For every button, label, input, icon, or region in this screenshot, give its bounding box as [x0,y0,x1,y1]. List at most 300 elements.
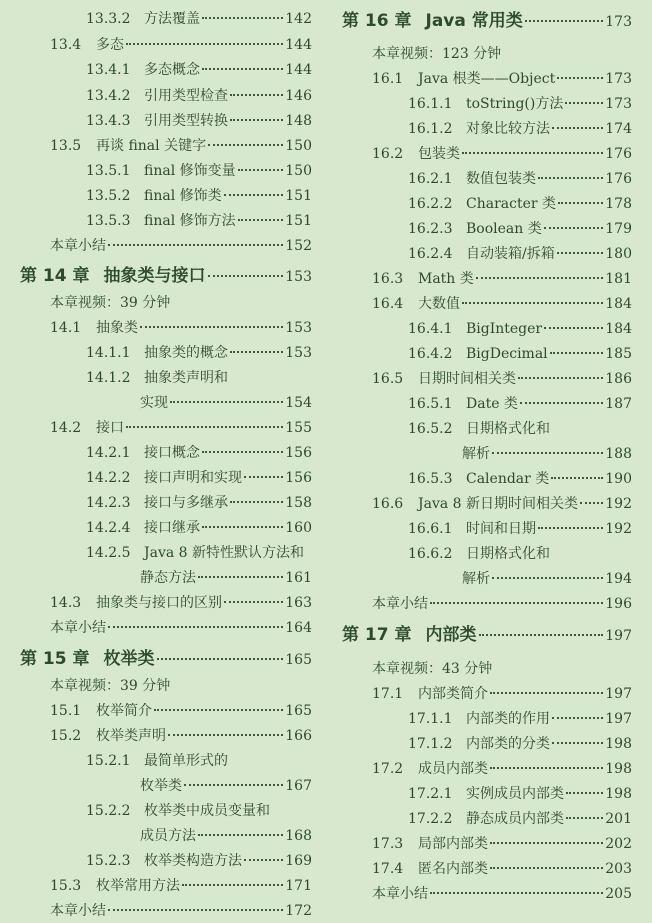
toc-entry-title: final 修饰方法 [144,213,236,229]
toc-page-number: 172 [285,903,312,919]
dot-leader [168,733,283,736]
dot-leader [230,93,283,96]
toc-entry-title: 抽象类声明和 [144,370,228,386]
toc-entry[interactable] [86,491,312,515]
dot-leader [184,783,283,786]
toc-entry-title: 成员方法 [140,828,196,844]
toc-page-number: 144 [285,37,312,53]
dot-leader [198,575,283,578]
dot-leader [230,500,283,503]
toc-entry[interactable] [50,234,312,258]
toc-entry[interactable] [408,732,632,756]
dot-leader [108,908,283,911]
dot-leader [565,101,603,104]
toc-page-number: 197 [605,686,632,702]
toc-page-number: 185 [605,346,632,362]
toc-entry-title: BigDecimal [466,346,548,362]
toc-entry[interactable] [86,7,312,31]
toc-entry-title: 解析 [462,446,490,462]
toc-entry-number: 14.1 [50,320,82,336]
toc-entry[interactable] [408,92,632,116]
toc-entry[interactable] [372,267,632,291]
toc-entry-number: 16.2.3 [408,221,453,237]
toc-page-number: 201 [605,811,632,827]
toc-entry-title: 枚举类构造方法 [144,853,242,869]
toc-entry-title: 本章小结 [372,596,428,612]
dot-leader [544,226,604,229]
toc-entry[interactable] [408,807,632,831]
dot-leader [202,67,283,70]
toc-entry-title: 枚举类 [140,778,182,794]
toc-entry-title: Math 类 [418,271,474,287]
toc-entry-number: 15.2 [50,728,82,744]
toc-entry-title: 本章视频：39 分钟 [50,295,171,311]
toc-entry-number: 15.2.3 [86,853,131,869]
toc-page-number: 168 [285,828,312,844]
toc-entry-title: 枚举常用方法 [96,878,180,894]
toc-chapter-heading[interactable] [342,621,632,649]
toc-entry-title: 实现 [140,395,168,411]
dot-leader [566,791,603,794]
dot-leader [492,451,603,454]
toc-entry[interactable] [86,541,312,565]
toc-page-number: 176 [605,146,632,162]
toc-entry-number: 16.5.3 [408,471,453,487]
toc-page-number: 194 [605,571,632,587]
toc-entry-title: 引用类型检查 [144,88,228,104]
dot-leader [538,526,603,529]
toc-entry-number: 14.2.5 [86,545,131,561]
toc-entry[interactable] [408,517,632,541]
toc-entry-number: 16.6 [372,496,404,512]
toc-entry-title: 日期时间相关类 [418,371,516,387]
toc-entry-title: 方法覆盖 [144,11,200,27]
toc-entry[interactable] [408,467,632,491]
toc-page-number: 202 [605,836,632,852]
toc-entry[interactable] [408,342,632,366]
toc-entry[interactable] [50,316,312,340]
toc-entry[interactable] [462,442,632,466]
toc-entry-number: 16.1 [372,71,404,87]
toc-entry[interactable] [50,416,312,440]
toc-entry[interactable] [50,899,312,923]
toc-entry-title: 抽象类 [96,320,138,336]
toc-page-number: 197 [605,711,632,727]
toc-entry-number: 17.2.1 [408,786,453,802]
toc-entry-title: 本章小结 [50,620,106,636]
dot-leader [208,143,283,146]
toc-entry-number: 15.2.2 [86,803,131,819]
toc-entry[interactable] [372,832,632,856]
toc-entry[interactable] [372,67,632,91]
toc-entry[interactable] [86,209,312,233]
toc-entry[interactable] [408,782,632,806]
toc-entry-number: 17.1.2 [408,736,453,752]
toc-page-number: 154 [285,395,312,411]
toc-entry[interactable] [50,724,312,748]
toc-entry-title: final 修饰变量 [144,163,236,179]
toc-entry-title: 时间和日期 [466,521,536,537]
dot-leader [108,243,283,246]
toc-page-number: 173 [605,14,632,30]
toc-page-number: 156 [285,470,312,486]
dot-leader [538,176,603,179]
toc-entry-number: 14.2.3 [86,495,131,511]
toc-entry-number: 16.6.1 [408,521,453,537]
toc-entry[interactable] [50,134,312,158]
toc-entry[interactable] [372,857,632,881]
toc-page-number: 184 [605,296,632,312]
toc-entry-number: 14.2.4 [86,520,131,536]
toc-entry-title: 日期格式化和 [466,421,550,437]
toc-entry-title: Java 8 新特性默认方法和 [144,545,305,561]
dot-leader [490,691,603,694]
toc-page-number: 166 [285,728,312,744]
toc-entry[interactable] [372,882,632,906]
toc-entry-title: 枚举简介 [96,703,152,719]
dot-leader [462,151,603,154]
toc-entry-number: 13.4.3 [86,113,131,129]
toc-entry[interactable] [408,707,632,731]
dot-leader [430,601,603,604]
toc-entry[interactable] [140,391,312,415]
toc-chapter-heading[interactable] [342,7,632,35]
toc-entry[interactable] [408,542,632,566]
toc-entry[interactable] [86,109,312,133]
toc-entry-title: Java 常用类 [425,11,523,31]
toc-entry-title: 多态概念 [144,62,200,78]
toc-entry-title: BigInteger [466,321,543,337]
toc-page-number: 160 [285,520,312,536]
toc-page-number: 187 [605,396,632,412]
dot-leader [544,326,603,329]
toc-entry-number: 17.4 [372,861,404,877]
dot-leader [244,475,283,478]
toc-entry[interactable] [408,192,632,216]
toc-entry[interactable] [408,167,632,191]
toc-entry-title: 内部类的作用 [466,711,550,727]
toc-entry-title: Character 类 [466,196,557,212]
toc-page-number: 161 [285,570,312,586]
toc-entry-title: 成员内部类 [418,761,488,777]
toc-entry[interactable] [86,366,312,390]
toc-page-number: 148 [285,113,312,129]
toc-page-number: 174 [605,121,632,137]
toc-page-number: 203 [605,861,632,877]
toc-entry[interactable] [50,874,312,898]
toc-entry-title: 局部内部类 [418,836,488,852]
toc-entry-title: 数值包装类 [466,171,536,187]
toc-entry[interactable] [86,184,312,208]
dot-leader [550,351,604,354]
dot-leader [490,841,603,844]
dot-leader [238,168,284,171]
toc-entry-title: 静态方法 [140,570,196,586]
toc-entry[interactable] [86,341,312,365]
toc-page-number: 197 [605,628,632,644]
toc-page-number: 169 [285,853,312,869]
toc-entry-number: 15.1 [50,703,82,719]
dot-leader [557,76,603,79]
toc-entry-title: 枚举类声明 [96,728,166,744]
dot-leader [244,858,283,861]
dot-leader [566,816,603,819]
toc-page-number: 178 [605,196,632,212]
toc-entry-number: 16.2.1 [408,171,453,187]
toc-entry-title: 接口声明和实现 [144,470,242,486]
dot-leader [557,251,604,254]
toc-entry-title: 解析 [462,571,490,587]
toc-entry-title: Date 类 [466,396,518,412]
toc-entry-title: 枚举类中成员变量和 [144,803,270,819]
toc-page-number: 155 [285,420,312,436]
toc-entry[interactable] [86,84,312,108]
toc-entry-title: 日期格式化和 [466,546,550,562]
toc-page-number: 190 [605,471,632,487]
dot-leader [140,325,283,328]
toc-page-number: 144 [285,62,312,78]
dot-leader [230,118,283,121]
dot-leader [479,633,604,636]
toc-entry-number: 14.1.2 [86,370,131,386]
toc-entry[interactable] [372,657,632,681]
toc-entry-number: 16.3 [372,271,404,287]
toc-entry-title: 接口与多继承 [144,495,228,511]
dot-leader [202,525,283,528]
toc-entry[interactable] [408,392,632,416]
toc-entry-title: 内部类的分类 [466,736,550,752]
toc-entry-number: 17.3 [372,836,404,852]
toc-entry[interactable] [408,117,632,141]
toc-entry-title: 抽象类的概念 [144,345,228,361]
toc-entry-title: 枚举类 [103,649,155,669]
toc-entry[interactable] [140,774,312,798]
dot-leader [154,708,283,711]
dot-leader [157,657,284,660]
toc-page-number: 171 [285,878,312,894]
toc-entry[interactable] [86,516,312,540]
toc-entry-number: 14.2.2 [86,470,131,486]
dot-leader [462,301,603,304]
toc-entry-number: 16.6.2 [408,546,453,562]
toc-chapter-heading[interactable] [20,645,312,673]
toc-entry[interactable] [86,159,312,183]
dot-leader [126,425,283,428]
toc-entry-number: 第 14 章 [20,266,90,286]
toc-entry-number: 15.2.1 [86,753,131,769]
toc-entry-number: 14.3 [50,595,82,611]
dot-leader [490,766,603,769]
toc-entry-title: 抽象类与接口的区别 [96,595,222,611]
toc-entry-title: 大数值 [418,296,460,312]
toc-entry[interactable] [86,58,312,82]
toc-entry-title: 本章视频：43 分钟 [372,661,493,677]
toc-page-number: 150 [285,163,312,179]
toc-page-number: 184 [605,321,632,337]
toc-entry[interactable] [372,367,632,391]
toc-entry-number: 13.4 [50,37,82,53]
toc-entry[interactable] [372,492,632,516]
toc-entry-title: 实例成员内部类 [466,786,564,802]
toc-page-number: 186 [605,371,632,387]
toc-entry-title: 抽象类与接口 [103,266,206,286]
toc-entry-number: 16.4 [372,296,404,312]
toc-entry-number: 17.2 [372,761,404,777]
toc-entry-number: 16.1.2 [408,121,453,137]
toc-entry[interactable] [372,142,632,166]
toc-entry-title: 最简单形式的 [144,753,228,769]
toc-entry[interactable] [372,292,632,316]
toc-entry-title: 多态 [96,37,124,53]
toc-entry-number: 13.5.2 [86,188,131,204]
dot-leader [182,883,283,886]
toc-entry-number: 13.5 [50,138,82,154]
toc-entry-number: 14.2 [50,420,82,436]
toc-entry[interactable] [50,616,312,640]
toc-chapter-heading[interactable] [20,262,312,290]
toc-page-number: 158 [285,495,312,511]
toc-entry[interactable] [86,849,312,873]
toc-entry[interactable] [140,824,312,848]
dot-leader [518,376,603,379]
toc-page-number: 176 [605,171,632,187]
dot-leader [230,350,283,353]
toc-entry[interactable] [50,674,312,698]
toc-page-number: 179 [605,221,632,237]
toc-entry-title: 接口概念 [144,445,200,461]
toc-page-number: 163 [285,595,312,611]
toc-page-number: 164 [285,620,312,636]
toc-page-number: 150 [285,138,312,154]
toc-entry[interactable] [462,567,632,591]
toc-page-number: 196 [605,596,632,612]
toc-page-number: 151 [285,188,312,204]
toc-page-number: 146 [285,88,312,104]
toc-entry[interactable] [372,42,632,66]
dot-leader [520,401,603,404]
toc-entry-title: toString()方法 [466,96,564,112]
toc-entry-number: 17.1 [372,686,404,702]
toc-entry-number: 第 17 章 [342,625,412,645]
toc-entry[interactable] [86,799,312,823]
toc-entry-title: 包装类 [418,146,460,162]
toc-entry[interactable] [86,441,312,465]
toc-page-number: 151 [285,213,312,229]
toc-entry-number: 13.4.2 [86,88,131,104]
toc-entry-title: 再谈 final 关键字 [96,138,207,154]
toc-page-number: 188 [605,446,632,462]
toc-entry-title: Boolean 类 [466,221,542,237]
dot-leader [430,891,603,894]
dot-leader [238,218,284,221]
toc-entry-title: 本章小结 [50,903,106,919]
toc-entry-number: 13.5.3 [86,213,131,229]
dot-leader [208,274,284,277]
toc-entry-title: Java 8 新日期时间相关类 [418,496,579,512]
toc-entry-number: 16.4.2 [408,346,453,362]
dot-leader [170,400,283,403]
toc-entry-title: final 修饰类 [144,188,222,204]
dot-leader [224,193,284,196]
dot-leader [492,576,603,579]
dot-leader [525,19,603,22]
toc-entry[interactable] [372,682,632,706]
dot-leader [580,501,603,504]
toc-entry-number: 13.3.2 [86,11,131,27]
dot-leader [551,476,603,479]
toc-page-number: 142 [285,11,312,27]
toc-page-number: 180 [605,246,632,262]
toc-entry[interactable] [50,33,312,57]
toc-page-number: 192 [605,521,632,537]
dot-leader [552,741,603,744]
dot-leader [198,833,283,836]
toc-page-number: 181 [605,271,632,287]
toc-page-number: 152 [285,238,312,254]
toc-entry-title: 本章小结 [50,238,106,254]
toc-entry[interactable] [140,566,312,590]
toc-entry-title: 对象比较方法 [466,121,550,137]
toc-entry-number: 16.2.4 [408,246,453,262]
toc-entry-title: 本章小结 [372,886,428,902]
toc-page-number: 192 [605,496,632,512]
toc-page-number: 167 [285,778,312,794]
toc-entry-number: 16.5 [372,371,404,387]
toc-entry-number: 17.2.2 [408,811,453,827]
dot-leader [476,276,603,279]
dot-leader [126,42,283,45]
toc-entry-title: Java 根类——Object [418,71,556,87]
toc-entry[interactable] [50,699,312,723]
toc-entry-number: 13.5.1 [86,163,131,179]
toc-entry[interactable] [372,757,632,781]
toc-entry[interactable] [86,749,312,773]
dot-leader [224,600,283,603]
dot-leader [552,716,603,719]
toc-entry[interactable] [86,466,312,490]
toc-page-number: 198 [605,736,632,752]
toc-entry-number: 16.4.1 [408,321,453,337]
toc-entry[interactable] [408,317,632,341]
toc-page-number: 156 [285,445,312,461]
toc-entry[interactable] [408,242,632,266]
toc-entry-title: 本章视频：39 分钟 [50,678,171,694]
toc-entry[interactable] [408,417,632,441]
toc-entry-title: 静态成员内部类 [466,811,564,827]
toc-entry[interactable] [50,291,312,315]
toc-page-number: 165 [285,652,312,668]
toc-entry-number: 14.2.1 [86,445,131,461]
toc-entry-title: 本章视频：123 分钟 [372,46,502,62]
toc-entry-title: 引用类型转换 [144,113,228,129]
toc-entry-number: 16.1.1 [408,96,453,112]
toc-entry-title: 匿名内部类 [418,861,488,877]
toc-page-number: 153 [285,345,312,361]
toc-entry-number: 15.3 [50,878,82,894]
toc-entry-number: 第 16 章 [342,11,412,31]
toc-entry-title: 内部类简介 [418,686,488,702]
toc-entry-number: 16.2 [372,146,404,162]
dot-leader [202,16,283,19]
toc-entry-number: 16.5.2 [408,421,453,437]
toc-entry[interactable] [408,217,632,241]
toc-page-number: 173 [605,96,632,112]
toc-entry-number: 16.5.1 [408,396,453,412]
toc-entry[interactable] [50,591,312,615]
toc-entry[interactable] [372,592,632,616]
toc-page-number: 198 [605,786,632,802]
dot-leader [202,450,283,453]
